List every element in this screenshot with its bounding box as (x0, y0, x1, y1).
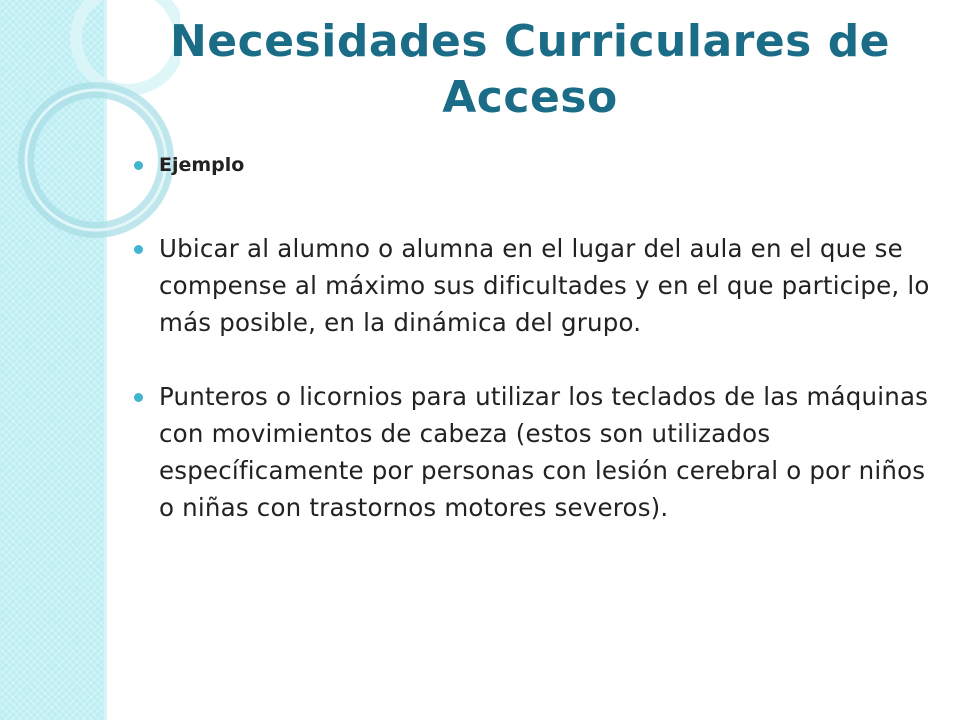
bullet-text: Punteros o licornios para utilizar los teclados de las máquinas con movimientos de cabeza (estos son utilizados específicamente por personas con lesión cerebral o por niños o niñas con trastornos motores severos). (159, 382, 929, 522)
side-decoration-band (0, 0, 106, 720)
bullet-text: Ejemplo (159, 154, 245, 176)
band-edge-line (104, 0, 107, 720)
slide-title: Necesidades Curriculares de Acceso (169, 16, 891, 123)
bullet-dot-icon (134, 393, 143, 402)
bullet-item-ubicar (134, 230, 946, 341)
bullet-text: Ubicar al alumno o alumna en el lugar del aula en el que se compense al máximo sus dificultades y en el que participe, lo más posible, en la dinámica del grupo. (159, 234, 930, 337)
bullet-dot-icon (134, 245, 143, 254)
bullet-item-punteros (134, 378, 946, 526)
bullet-list (134, 148, 946, 563)
bullet-item-ejemplo (134, 148, 946, 182)
bullet-dot-icon (134, 161, 143, 170)
